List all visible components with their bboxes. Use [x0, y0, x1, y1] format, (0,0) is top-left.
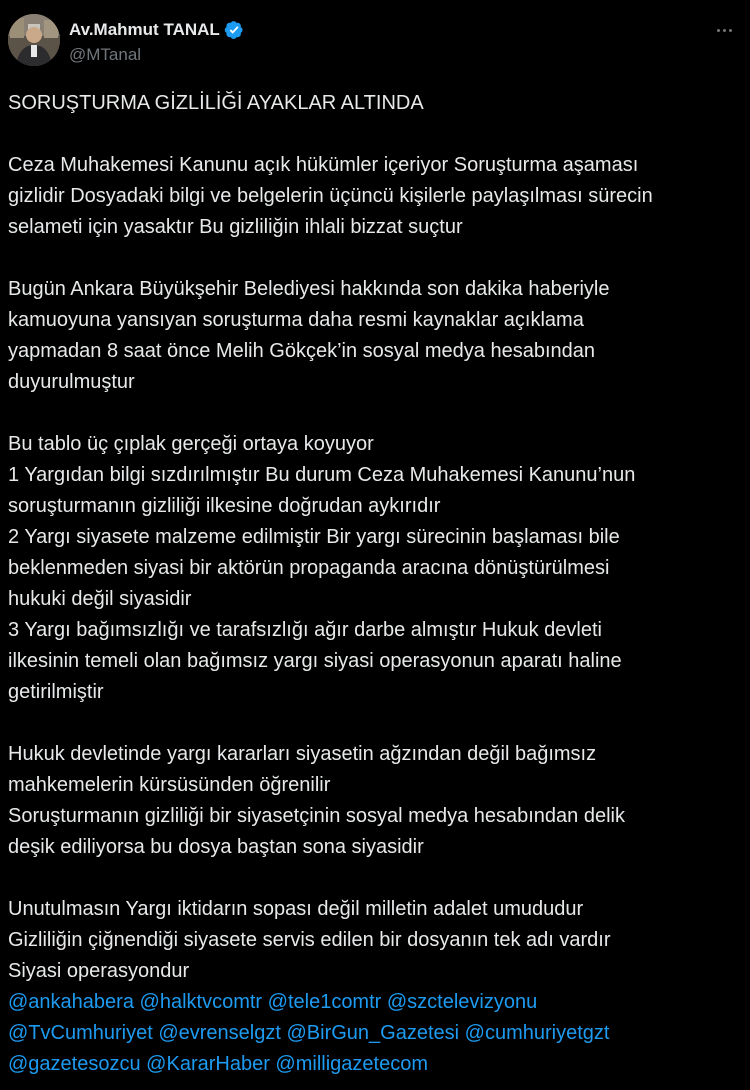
tweet-text-line: getirilmiştir: [8, 681, 104, 703]
mention-link[interactable]: @evrenselgzt: [158, 1022, 281, 1044]
tweet-text-line: kamuoyuna yansıyan soruşturma daha resmi kaynaklar açıklama: [8, 309, 584, 331]
tweet-text-line: SORUŞTURMA GİZLİLİĞİ AYAKLAR ALTINDA: [8, 92, 424, 114]
mention-link[interactable]: @cumhuriyetgzt: [464, 1022, 610, 1044]
tweet-text-line: Bugün Ankara Büyükşehir Belediyesi hakkında son dakika haberiyle: [8, 278, 610, 300]
author-handle[interactable]: @MTanal: [69, 45, 142, 64]
mention-link[interactable]: @BirGun_Gazetesi: [286, 1022, 460, 1044]
mention-link[interactable]: @KararHaber: [146, 1053, 270, 1075]
tweet-text-line: 3 Yargı bağımsızlığı ve tarafsızlığı ağır darbe almıştır Hukuk devleti: [8, 619, 602, 641]
mention-link[interactable]: @ankahabera: [8, 991, 134, 1013]
tweet-text-line: deşik ediliyorsa bu dosya baştan sona siyasidir: [8, 836, 424, 858]
mention-line: [8, 1018, 744, 1049]
mention-link[interactable]: @gazetesozcu: [8, 1053, 141, 1075]
paragraph-gap: [8, 243, 744, 274]
tweet-text-line: Siyasi operasyondur: [8, 960, 190, 982]
paragraph-gap: [8, 708, 744, 739]
mention-line: [8, 1049, 744, 1080]
tweet-text-line: beklenmeden siyasi bir aktörün propaganda aracına dönüştürülmesi: [8, 557, 610, 579]
tweet-text-line: gizlidir Dosyadaki bilgi ve belgelerin üçüncü kişilerle paylaşılması sürecin: [8, 185, 653, 207]
mention-link[interactable]: @halktvcomtr: [139, 991, 263, 1013]
paragraph-gap: [8, 863, 744, 894]
avatar[interactable]: [8, 14, 60, 66]
tweet-text-line: hukuki değil siyasidir: [8, 588, 192, 610]
tweet-text-line: 2 Yargı siyasete malzeme edilmiştir Bir yargı sürecinin başlaması bile: [8, 526, 620, 548]
tweet-text-line: mahkemelerin kürsüsünden öğrenilir: [8, 774, 331, 796]
paragraph-gap: [8, 398, 744, 429]
mention-link[interactable]: @milligazetecom: [275, 1053, 428, 1075]
tweet-text-line: duyurulmuştur: [8, 371, 135, 393]
mention-line: [8, 987, 744, 1018]
mention-link[interactable]: @szctelevizyonu: [386, 991, 538, 1013]
author-name-row[interactable]: [69, 18, 244, 42]
tweet-header: [8, 14, 750, 74]
tweet-text-line: Ceza Muhakemesi Kanunu açık hükümler içeriyor Soruşturma aşaması: [8, 154, 639, 176]
tweet-text-line: ilkesinin temeli olan bağımsız yargı siyasi operasyonun aparatı haline: [8, 650, 622, 672]
verified-badge-icon: [224, 20, 244, 40]
paragraph-gap: [8, 119, 744, 150]
tweet-text-line: soruşturmanın gizliliği ilkesine doğrudan aykırıdır: [8, 495, 441, 517]
tweet-text-line: 1 Yargıdan bilgi sızdırılmıştır Bu durum Ceza Muhakemesi Kanunu’nun: [8, 464, 636, 486]
tweet-text-line: Unutulmasın Yargı iktidarın sopası değil milletin adalet umududur: [8, 898, 584, 920]
tweet-text-line: Gizliliğin çiğnendiği siyasete servis edilen bir dosyanın tek adı vardır: [8, 929, 611, 951]
mention-link[interactable]: @TvCumhuriyet: [8, 1022, 153, 1044]
tweet-text-line: Hukuk devletinde yargı kararları siyasetin ağzından değil bağımsız: [8, 743, 597, 765]
tweet-text-line: yapmadan 8 saat önce Melih Gökçek’in sosyal medya hesabından: [8, 340, 596, 362]
mention-link[interactable]: @tele1comtr: [267, 991, 382, 1013]
more-horizontal-icon[interactable]: [712, 18, 736, 42]
author-display-name[interactable]: Av.Mahmut TANAL: [69, 20, 220, 39]
avatar-image: [8, 14, 60, 66]
tweet-text-line: Soruşturmanın gizliliği bir siyasetçinin sosyal medya hesabından delik: [8, 805, 625, 827]
tweet-text: [8, 88, 744, 1080]
tweet-text-line: Bu tablo üç çıplak gerçeği ortaya koyuyor: [8, 433, 374, 455]
tweet-text-line: selameti için yasaktır Bu gizliliğin ihlali bizzat suçtur: [8, 216, 463, 238]
